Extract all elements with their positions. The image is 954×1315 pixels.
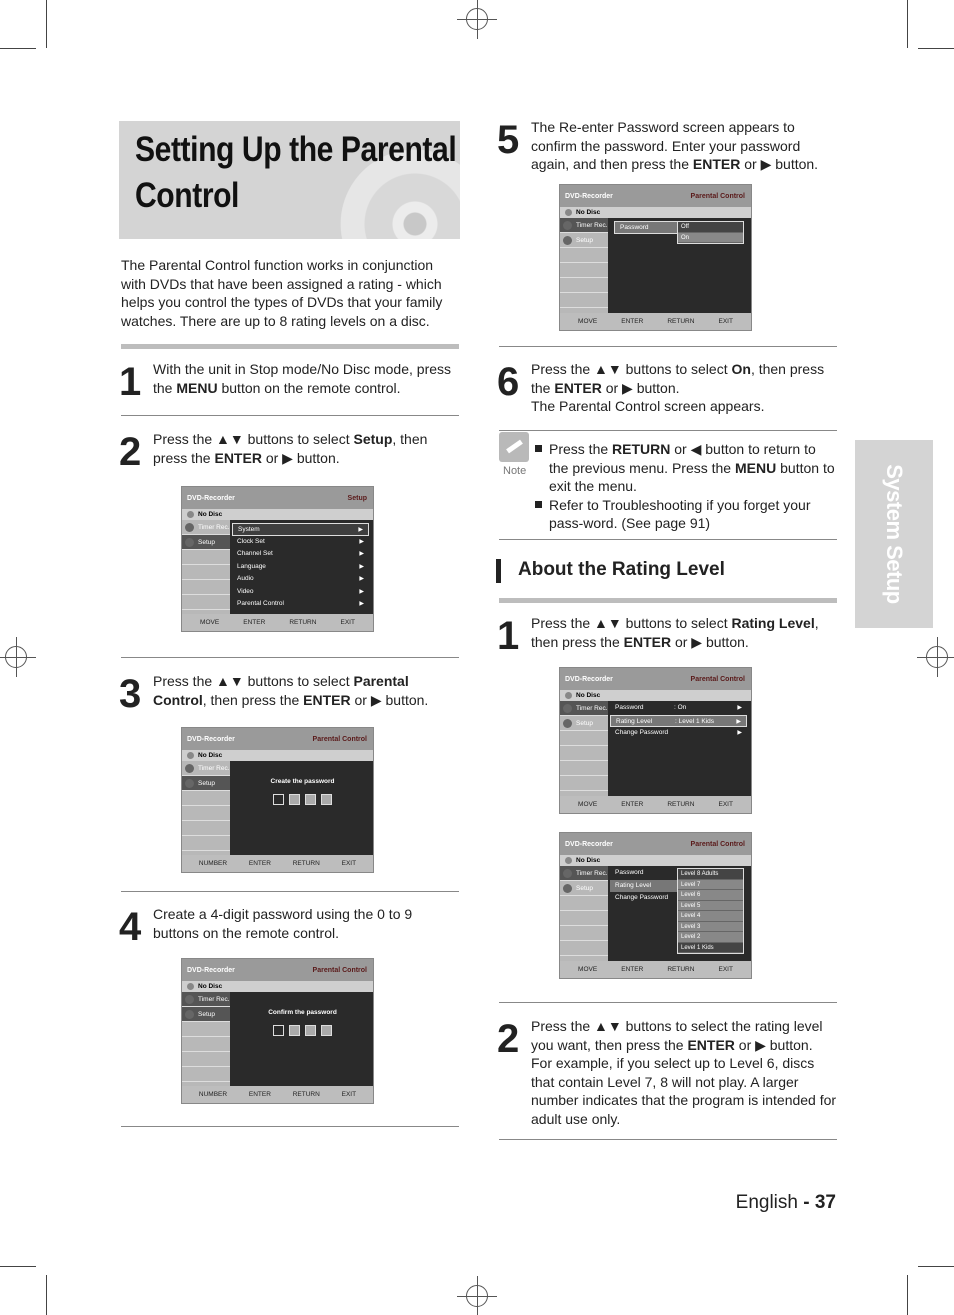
osd-menu-item: Rating Level : Level 1 Kids ▶ (610, 715, 747, 728)
step-number: 1 (497, 614, 519, 658)
step-text: Press the ▲▼ buttons to select Setup, then press the ENTER or ▶ button. (153, 431, 428, 466)
gear-icon (185, 538, 194, 547)
section-side-tab: System Setup (855, 440, 933, 628)
gear-icon (563, 236, 572, 245)
crop-mark (907, 0, 908, 48)
page-number: English - 37 (735, 1192, 836, 1213)
crop-mark (46, 0, 47, 48)
crop-mark (46, 1275, 47, 1315)
osd-rating-levels: DVD-Recorder Parental Control No Disc Timer Rec. Setup Password Rating Level Change Password Level 8 Adults Level 7 Level 6 Level 5 Level 4 Level 3 Level 2 Level 1 Kids MOVE ENTER RETURN EXIT (559, 832, 752, 979)
osd-menu-item: Password (614, 221, 744, 234)
step-number: 3 (119, 672, 141, 716)
section-bar (499, 598, 837, 603)
step-number: 5 (497, 118, 519, 162)
gear-icon (185, 1010, 194, 1019)
step-number: 2 (497, 1017, 519, 1061)
step-number: 4 (119, 905, 141, 949)
note-list (535, 440, 835, 533)
crop-mark (918, 48, 954, 49)
osd-menu-list (232, 523, 369, 611)
step-text: Press the ▲▼ buttons to select Parental Control, then press the ENTER or ▶ button. (153, 673, 429, 708)
timer-icon (185, 523, 194, 532)
password-boxes (232, 794, 373, 805)
crop-mark (907, 1275, 908, 1315)
note-item: Press the RETURN or ◀ button to return to the previous menu. Press the MENU button to exit the menu. (535, 440, 835, 496)
osd-menu-item: Video ▶ (237, 587, 364, 595)
osd-parental-menu: DVD-Recorder Parental Control No Disc Timer Rec. Setup Password : On ▶ Rating Level : Level 1 Kids ▶ Change Password ▶ MOVE ENTER RETURN EXIT (559, 667, 752, 814)
osd-password-on-off: DVD-Recorder Parental Control No Disc Timer Rec. Setup Password Off On MOVE ENTER RETURN EXIT (559, 184, 752, 331)
step-text: Press the ▲▼ buttons to select On, then press the ENTER or ▶ button. The Parental Control screen appears. (531, 361, 825, 414)
osd-prompt: Confirm the password (268, 1009, 337, 1016)
divider (499, 430, 837, 431)
osd-menu-item: System ▶ (232, 523, 369, 536)
osd-no-disc: No Disc (182, 509, 373, 520)
osd-confirm-password: DVD-Recorder Parental Control No Disc Timer Rec. Setup Confirm the password NUMBER ENTER RETURN EXIT (181, 958, 374, 1104)
osd-menu-item: Parental Control ▶ (237, 600, 364, 607)
gear-icon (563, 719, 572, 728)
osd-menu-item: Rating Level (610, 880, 681, 893)
note-label: Note (503, 465, 527, 477)
step-number: 1 (119, 360, 141, 404)
gear-icon (185, 779, 194, 788)
osd-menu-item: Audio ▶ (237, 575, 364, 582)
note-icon (499, 432, 529, 462)
step-text: Create a 4-digit password using the 0 to 9 buttons on the remote control. (153, 906, 413, 941)
divider (499, 1002, 837, 1003)
crop-mark (0, 1266, 36, 1267)
osd-title: Setup (347, 495, 367, 502)
section-bar (121, 344, 459, 349)
divider (499, 346, 837, 347)
title-banner (119, 121, 460, 239)
divider (121, 657, 459, 658)
registration-mark (926, 646, 948, 668)
osd-footer: MOVE ENTER RETURN EXIT (182, 614, 373, 631)
password-boxes (232, 1025, 373, 1036)
divider (499, 539, 837, 540)
osd-submenu: Off On (677, 221, 744, 244)
osd-menu-item: Language ▶ (237, 562, 364, 570)
osd-menu-item: Password : On ▶ (615, 704, 742, 711)
step-number: 6 (497, 360, 519, 404)
divider (121, 415, 459, 416)
registration-mark (466, 1285, 488, 1307)
osd-brand: DVD-Recorder (187, 495, 235, 502)
page-title: Setting Up the Parental Control (135, 130, 457, 215)
registration-mark (5, 646, 27, 668)
osd-menu-item: Clock Set ▶ (237, 537, 364, 545)
divider (499, 1139, 837, 1140)
gear-icon (563, 884, 572, 893)
divider (121, 891, 459, 892)
divider (121, 1126, 459, 1127)
intro-text: The Parental Control function works in conjunction with DVDs that have been assigned a rating - which helps you control the types of DVDs that your family watches. There are up to 8 rating levels on a disc. (121, 257, 443, 329)
step-text: The Re-enter Password screen appears to confirm the password. Enter your password again, and then press the ENTER or ▶ button. (531, 119, 819, 172)
step-text: Press the ▲▼ buttons to select Rating Level, then press the ENTER or ▶ button. (531, 615, 819, 650)
crop-mark (918, 1266, 954, 1267)
note-item: Refer to Troubleshooting if you forget your pass-word. (See page 91) (535, 496, 835, 533)
osd-menu-item: Change Password ▶ (615, 729, 742, 736)
osd-menu-item: Channel Set ▶ (237, 550, 364, 557)
osd-create-password: DVD-Recorder Parental Control No Disc Timer Rec. Setup Create the password NUMBER ENTER RETURN EXIT (181, 727, 374, 873)
step-number: 2 (119, 430, 141, 474)
step-text: Press the ▲▼ buttons to select the rating level you want, then press the ENTER or ▶ button. For example, if you select up to Level 6, discs that contain Level 7, 8 will not play. A larger number indicates that the program is intended for adult use only. (531, 1018, 837, 1127)
osd-setup-menu (181, 486, 374, 632)
osd-level-list: Level 8 Adults Level 7 Level 6 Level 5 Level 4 Level 3 Level 2 Level 1 Kids (677, 868, 744, 954)
osd-menu-item: Change Password (615, 894, 669, 901)
step-text: With the unit in Stop mode/No Disc mode, press the MENU button on the remote control. (153, 361, 452, 396)
osd-prompt: Create the password (270, 778, 335, 785)
crop-mark (0, 48, 36, 49)
osd-menu-item: Password (615, 869, 644, 876)
section-heading: About the Rating Level (496, 559, 725, 583)
registration-mark (466, 8, 488, 30)
osd-sidebar: Timer Rec. Setup (182, 520, 230, 614)
